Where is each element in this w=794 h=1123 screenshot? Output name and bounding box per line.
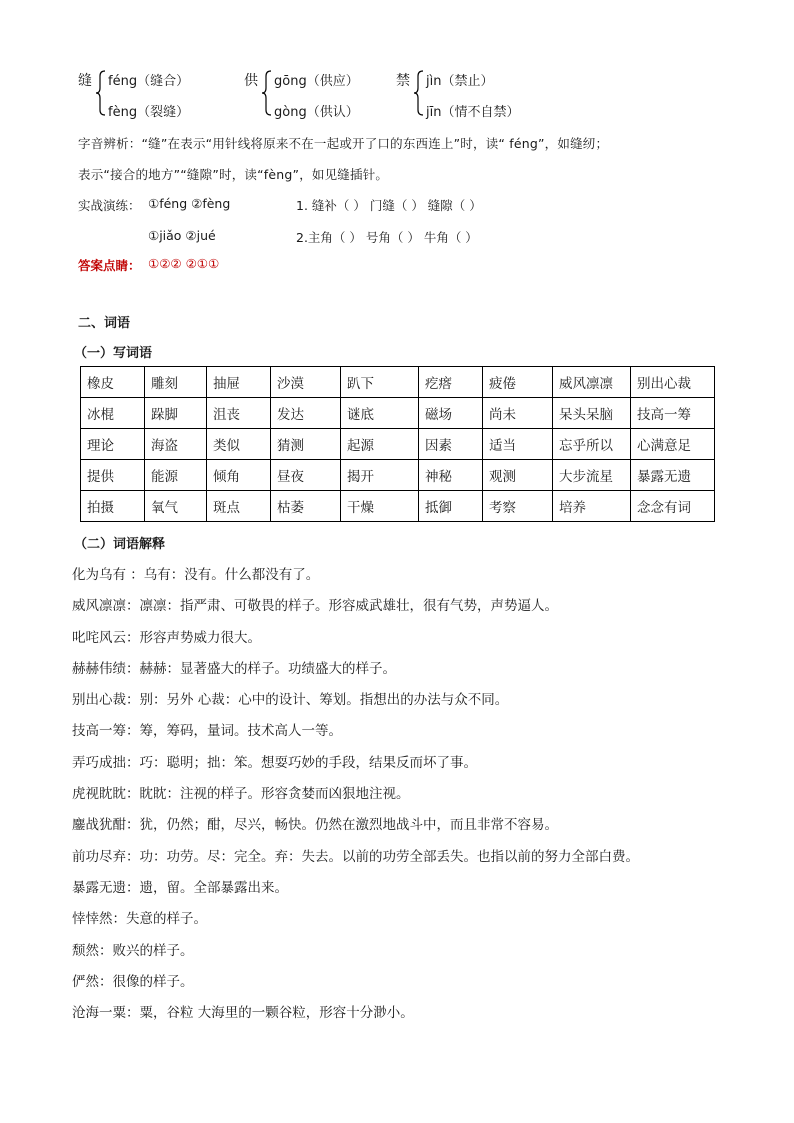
word-cell: 枯萎 — [271, 491, 341, 522]
word-cell: 念念有词 — [631, 491, 715, 522]
polyphone-group — [244, 66, 394, 122]
word-cell: 类似 — [207, 429, 271, 460]
polyphone-reading: gòng（供认） — [274, 105, 359, 120]
polyphone-reading: fèng（裂缝） — [108, 105, 190, 120]
table-row — [81, 491, 715, 522]
word-cell: 橡皮 — [81, 367, 145, 398]
word-cell: 趴下 — [341, 367, 419, 398]
definition-item: 俨然：很像的样子。 — [72, 973, 194, 990]
polyphone-reading: féng（缝合） — [108, 74, 190, 89]
word-cell: 培养 — [553, 491, 631, 522]
word-table — [80, 366, 715, 522]
polyphone-char: 供 — [244, 73, 258, 89]
word-cell: 神秘 — [419, 460, 483, 491]
word-cell: 发达 — [271, 398, 341, 429]
word-cell: 别出心裁 — [631, 367, 715, 398]
word-cell: 暴露无遗 — [631, 460, 715, 491]
definition-item: 别出心裁：别：另外 心裁：心中的设计、筹划。指想出的办法与众不同。 — [72, 692, 509, 709]
subsection-title: （二）词语解释 — [74, 537, 166, 552]
word-cell: 抽屉 — [207, 367, 271, 398]
word-cell: 威风凛凛 — [553, 367, 631, 398]
word-cell: 疙瘩 — [419, 367, 483, 398]
word-cell: 忘乎所以 — [553, 429, 631, 460]
left-brace-icon — [261, 70, 272, 116]
pronunciation-analysis-line: 字音辨析：“缝”在表示“用针线将原来不在一起或开了口的东西连上”时，读“ féng”，如缝纫； — [78, 136, 609, 151]
definition-item: 技高一筹：筹，筹码，量词。技术高人一等。 — [72, 723, 342, 740]
word-cell: 大步流星 — [553, 460, 631, 491]
definition-item: 化为乌有 ：乌有：没有。什么都没有了。 — [72, 567, 320, 583]
word-cell: 揭开 — [341, 460, 419, 491]
practice-options: ①jiǎo ②jué — [148, 228, 216, 243]
definition-item: 悻悻然：失意的样子。 — [72, 911, 207, 928]
word-cell: 干燥 — [341, 491, 419, 522]
word-cell: 氧气 — [145, 491, 207, 522]
word-cell: 心满意足 — [631, 429, 715, 460]
definition-item: 沧海一粟：粟，谷粒 大海里的一颗谷粒，形容十分渺小。 — [72, 1005, 414, 1022]
pronunciation-analysis-line: 表示“接合的地方”“缝隙”时，读“fèng”，如见缝插针。 — [78, 167, 389, 182]
word-cell: 疲倦 — [483, 367, 553, 398]
answer-label: 答案点睛： — [78, 258, 141, 273]
word-cell: 适当 — [483, 429, 553, 460]
word-cell: 能源 — [145, 460, 207, 491]
definition-item: 威风凛凛：凛凛：指严肃、可敬畏的样子。形容威武雄壮，很有气势，声势逼人。 — [72, 598, 558, 615]
word-cell: 观测 — [483, 460, 553, 491]
left-brace-icon — [95, 70, 106, 116]
section-title: 二、词语 — [78, 316, 131, 331]
word-cell: 猜测 — [271, 429, 341, 460]
word-cell: 沮丧 — [207, 398, 271, 429]
polyphone-reading: jìn（禁止） — [426, 74, 494, 89]
table-row — [81, 398, 715, 429]
word-cell: 谜底 — [341, 398, 419, 429]
word-cell: 拍摄 — [81, 491, 145, 522]
word-cell: 冰棍 — [81, 398, 145, 429]
word-cell: 斑点 — [207, 491, 271, 522]
word-cell: 起源 — [341, 429, 419, 460]
practice-items: 2.主角（ ） 号角（ ） 牛角（ ） — [296, 230, 478, 245]
word-cell: 呆头呆脑 — [553, 398, 631, 429]
word-cell: 雕刻 — [145, 367, 207, 398]
polyphone-reading: gōng（供应） — [274, 74, 359, 89]
polyphone-reading: jīn（情不自禁） — [426, 105, 520, 120]
word-cell: 倾角 — [207, 460, 271, 491]
word-cell: 沙漠 — [271, 367, 341, 398]
word-cell: 因素 — [419, 429, 483, 460]
polyphone-group — [396, 66, 556, 122]
word-cell: 考察 — [483, 491, 553, 522]
word-cell: 昼夜 — [271, 460, 341, 491]
word-cell: 跺脚 — [145, 398, 207, 429]
definition-item: 暴露无遗：遗，留。全部暴露出来。 — [72, 879, 288, 896]
word-cell: 磁场 — [419, 398, 483, 429]
polyphone-char: 缝 — [78, 73, 92, 89]
word-cell: 海盗 — [145, 429, 207, 460]
polyphone-char: 禁 — [396, 73, 410, 89]
word-cell: 提供 — [81, 460, 145, 491]
practice-label: 实战演练： — [78, 198, 141, 213]
definition-item: 弄巧成拙：巧：聪明；拙：笨。想耍巧妙的手段，结果反而坏了事。 — [72, 754, 477, 771]
practice-options: ①féng ②fèng — [148, 196, 231, 211]
definition-list — [72, 560, 639, 1029]
left-brace-icon — [413, 70, 424, 116]
subsection-title: （一）写词语 — [74, 346, 153, 361]
table-row — [81, 429, 715, 460]
practice-items: 1. 缝补（ ） 门缝（ ） 缝隙（ ） — [296, 198, 482, 213]
word-cell: 抵御 — [419, 491, 483, 522]
definition-item: 前功尽弃：功：功劳。尽：完全。弃：失去。以前的功劳全部丢失。也指以前的努力全部白费。 — [72, 848, 639, 865]
word-cell: 理论 — [81, 429, 145, 460]
definition-item: 鏖战犹酣：犹，仍然；酣，尽兴，畅快。仍然在激烈地战斗中，而且非常不容易。 — [72, 817, 558, 834]
word-cell: 技高一筹 — [631, 398, 715, 429]
definition-item: 赫赫伟绩：赫赫：显著盛大的样子。功绩盛大的样子。 — [72, 660, 396, 677]
answer-value: ①②② ②①① — [148, 256, 220, 271]
table-row — [81, 367, 715, 398]
definition-item: 叱咤风云：形容声势威力很大。 — [72, 629, 261, 646]
definition-item: 颓然：败兴的样子。 — [72, 942, 194, 959]
word-cell: 尚未 — [483, 398, 553, 429]
polyphone-group — [78, 66, 228, 122]
definition-item: 虎视眈眈：眈眈：注视的样子。形容贪婪而凶狠地注视。 — [72, 786, 410, 803]
table-row — [81, 460, 715, 491]
